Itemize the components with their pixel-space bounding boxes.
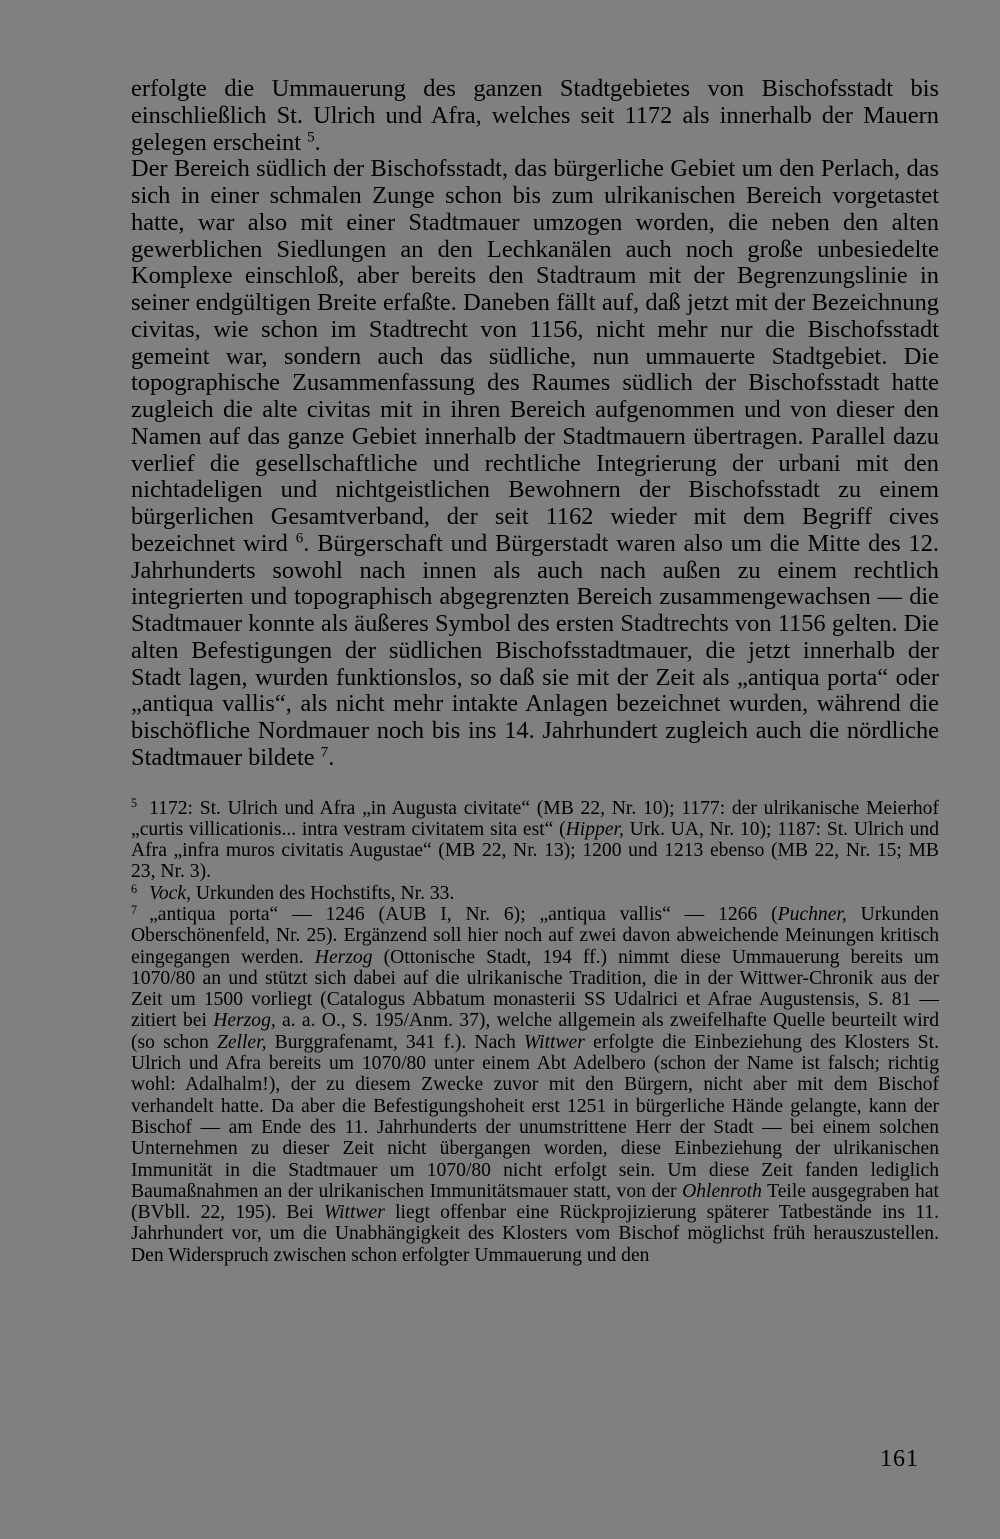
text-run: liegt offenbar eine Rückprojizierung späterer Tatbestände ins 11. Jahrhundert vor, um die Unabhängigkeit des Klosters vom Bischof möglichst früh herauszustellen. Den Widerspruch zwischen schon erfolgter Ummauerung und den bbox=[131, 1202, 940, 1266]
text-run: „antiqua porta“ — 1246 (AUB I, Nr. 6); „antiqua vallis“ — 1266 ( bbox=[149, 903, 778, 925]
body-paragraph bbox=[131, 76, 939, 156]
author-name: Puchner, bbox=[777, 903, 847, 925]
footnote-ref[interactable]: 5 bbox=[307, 129, 315, 146]
author-name: Vock, bbox=[149, 882, 191, 904]
author-name: Herzog bbox=[314, 946, 373, 968]
text-run: . Bürgerschaft und Bürgerstadt waren also um die Mitte des 12. Jahrhunderts sowohl nach innen als auch nach außen zu einem rechtlich integrierten und topographisch abgegrenzten Bereich zusammengewachsen — die Stadtmauer konnte als äußeres Symbol des ersten Stadtrechts von 1156 gelten. Die alten Befestigungen der südlichen Bischofsstadtmauer, die jetzt innerhalb der Stadt lagen, wurden funktionslos, so daß sie mit der Zeit als „antiqua porta“ oder „antiqua vallis“, als nicht mehr intakte Anlagen bezeichnet wurden, während die bischöfliche Nordmauer noch bis ins 14. Jahrhundert zugleich auch die nördliche Stadtmauer bildete bbox=[131, 529, 939, 771]
author-name: Herzog, bbox=[213, 1010, 276, 1032]
text-run: Teile ausgegraben hat (BVbll. 22, 195). Bei bbox=[131, 1180, 939, 1224]
footnote-number: 6 bbox=[131, 881, 138, 896]
author-name: Wittwer bbox=[523, 1031, 585, 1053]
book-page bbox=[131, 76, 939, 1266]
footnotes bbox=[131, 798, 939, 1267]
text-run: Urk. UA, Nr. 10); 1187: St. Ulrich und Afra „infra muros civitatis Augustae“ (MB 22, Nr. 13); 1200 und 1213 ebenso (MB 22, Nr. 15; MB 23, Nr. 3). bbox=[131, 818, 939, 883]
footnote-ref[interactable]: 6 bbox=[295, 530, 304, 547]
footnote bbox=[131, 904, 939, 1266]
text-run: . bbox=[314, 128, 321, 156]
text-run: Der Bereich südlich der Bischofsstadt, das bürgerliche Gebiet um den Perlach, das sich in einer schmalen Zunge schon bis zum ulrikanischen Bereich vorgetastet hatte, war also mit einer Stadtmauer umzogen worden, die neben den alten gewerblichen Siedlungen an den Lechkanälen auch noch große unbesiedelte Komplexe einschloß, aber bereits den Stadtraum mit der Begrenzungslinie in seiner endgültigen Breite erfaßte. Daneben fällt auf, daß jetzt mit der Bezeichnung civitas, wie schon im Stadtrecht von 1156, nicht mehr nur die Bischofsstadt gemeint war, sondern auch das südliche, nun ummauerte Stadtgebiet. Die topographische Zusammenfassung des Raumes südlich der Bischofsstadt hatte zugleich die alte civitas mit in ihren Bereich aufgenommen und von dieser den Namen auf das ganze Gebiet innerhalb der Stadtmauern übertragen. Parallel dazu verlief die gesellschaftliche und rechtliche Integrierung der urbani mit den nichtadeligen und nichtgeistlichen Bewohnern der Bischofsstadt zu einem bürgerlichen Gesamtverband, der seit 1162 wieder mit dem Begriff cives bezeichnet wird bbox=[131, 155, 939, 557]
footnote-ref[interactable]: 7 bbox=[320, 744, 329, 761]
text-run: (Ottonische Stadt, 194 ff.) nimmt diese Ummauerung bereits um 1070/80 an und stützt sich dabei auf die ulrikanische Tradition, die in der Wittwer-Chronik aus der Zeit um 1500 vorliegt (Catalogus Abbatum monasterii SS Udalrici et Afrae Augustensis, S. 81 — zitiert bei bbox=[131, 946, 939, 1032]
text-run: 1172: St. Ulrich und Afra „in Augusta civitate“ (MB 22, Nr. 10); 1177: der ulrikanische Meierhof „curtis villicationis... intra vestram civitatem sita est“ ( bbox=[131, 797, 939, 840]
footnote-number: 5 bbox=[131, 796, 138, 811]
text-run: erfolgte die Ummauerung des ganzen Stadtgebietes von Bischofsstadt bis einschließlich St. Ulrich und Afra, welches seit 1172 als innerhalb der Mauern gelegen erscheint bbox=[131, 75, 939, 156]
text-run: Urkunden Oberschönenfeld, Nr. 25). Ergänzend soll hier noch auf zwei davon abweichende Meinungen kritisch eingegangen werden. bbox=[131, 903, 939, 968]
page-number: 161 bbox=[880, 1446, 919, 1472]
author-name: Ohlenroth bbox=[682, 1180, 762, 1202]
body-paragraph bbox=[131, 156, 939, 771]
author-name: Hipper, bbox=[565, 818, 624, 840]
author-name: Wittwer bbox=[323, 1202, 385, 1224]
text-run: a. a. O., S. 195/Anm. 37), welche allgemein als zweifelhafte Quelle beurteilt wird (so schon bbox=[131, 1010, 939, 1053]
author-name: Zeller, bbox=[216, 1031, 267, 1053]
text-run: . bbox=[328, 743, 335, 771]
text-run: erfolgte die Einbeziehung des Klosters St. Ulrich und Afra bereits um 1070/80 unter einem Abt Adelbero (schon der Name ist falsch; richtig wohl: Adalhalm!), der zu diesem Zwecke zuvor mit den Bürgern, nicht aber mit dem Bischof verhandelt hatte. Da aber die Befestigungshoheit erst 1251 in bürgerliche Hände gelangte, kann der Bischof — am Ende des 11. Jahrhunderts der unumstrittene Herr der Stadt — bei einem solchen Unternehmen zu dieser Zeit nicht übergangen worden, diese Einbeziehung der ulrikanischen Immunität in die Stadtmauer um 1070/80 nicht erfolgt sein. Um diese Zeit fanden lediglich Baumaßnahmen an der ulrikanischen Immunitätsmauer statt, von der bbox=[131, 1031, 939, 1202]
text-run: Burggrafenamt, 341 f.). Nach bbox=[266, 1031, 524, 1053]
footnote-number: 7 bbox=[131, 902, 138, 917]
footnote bbox=[131, 883, 939, 904]
text-run: Urkunden des Hochstifts, Nr. 33. bbox=[190, 882, 455, 904]
body-text bbox=[131, 76, 939, 772]
footnote bbox=[131, 798, 939, 883]
